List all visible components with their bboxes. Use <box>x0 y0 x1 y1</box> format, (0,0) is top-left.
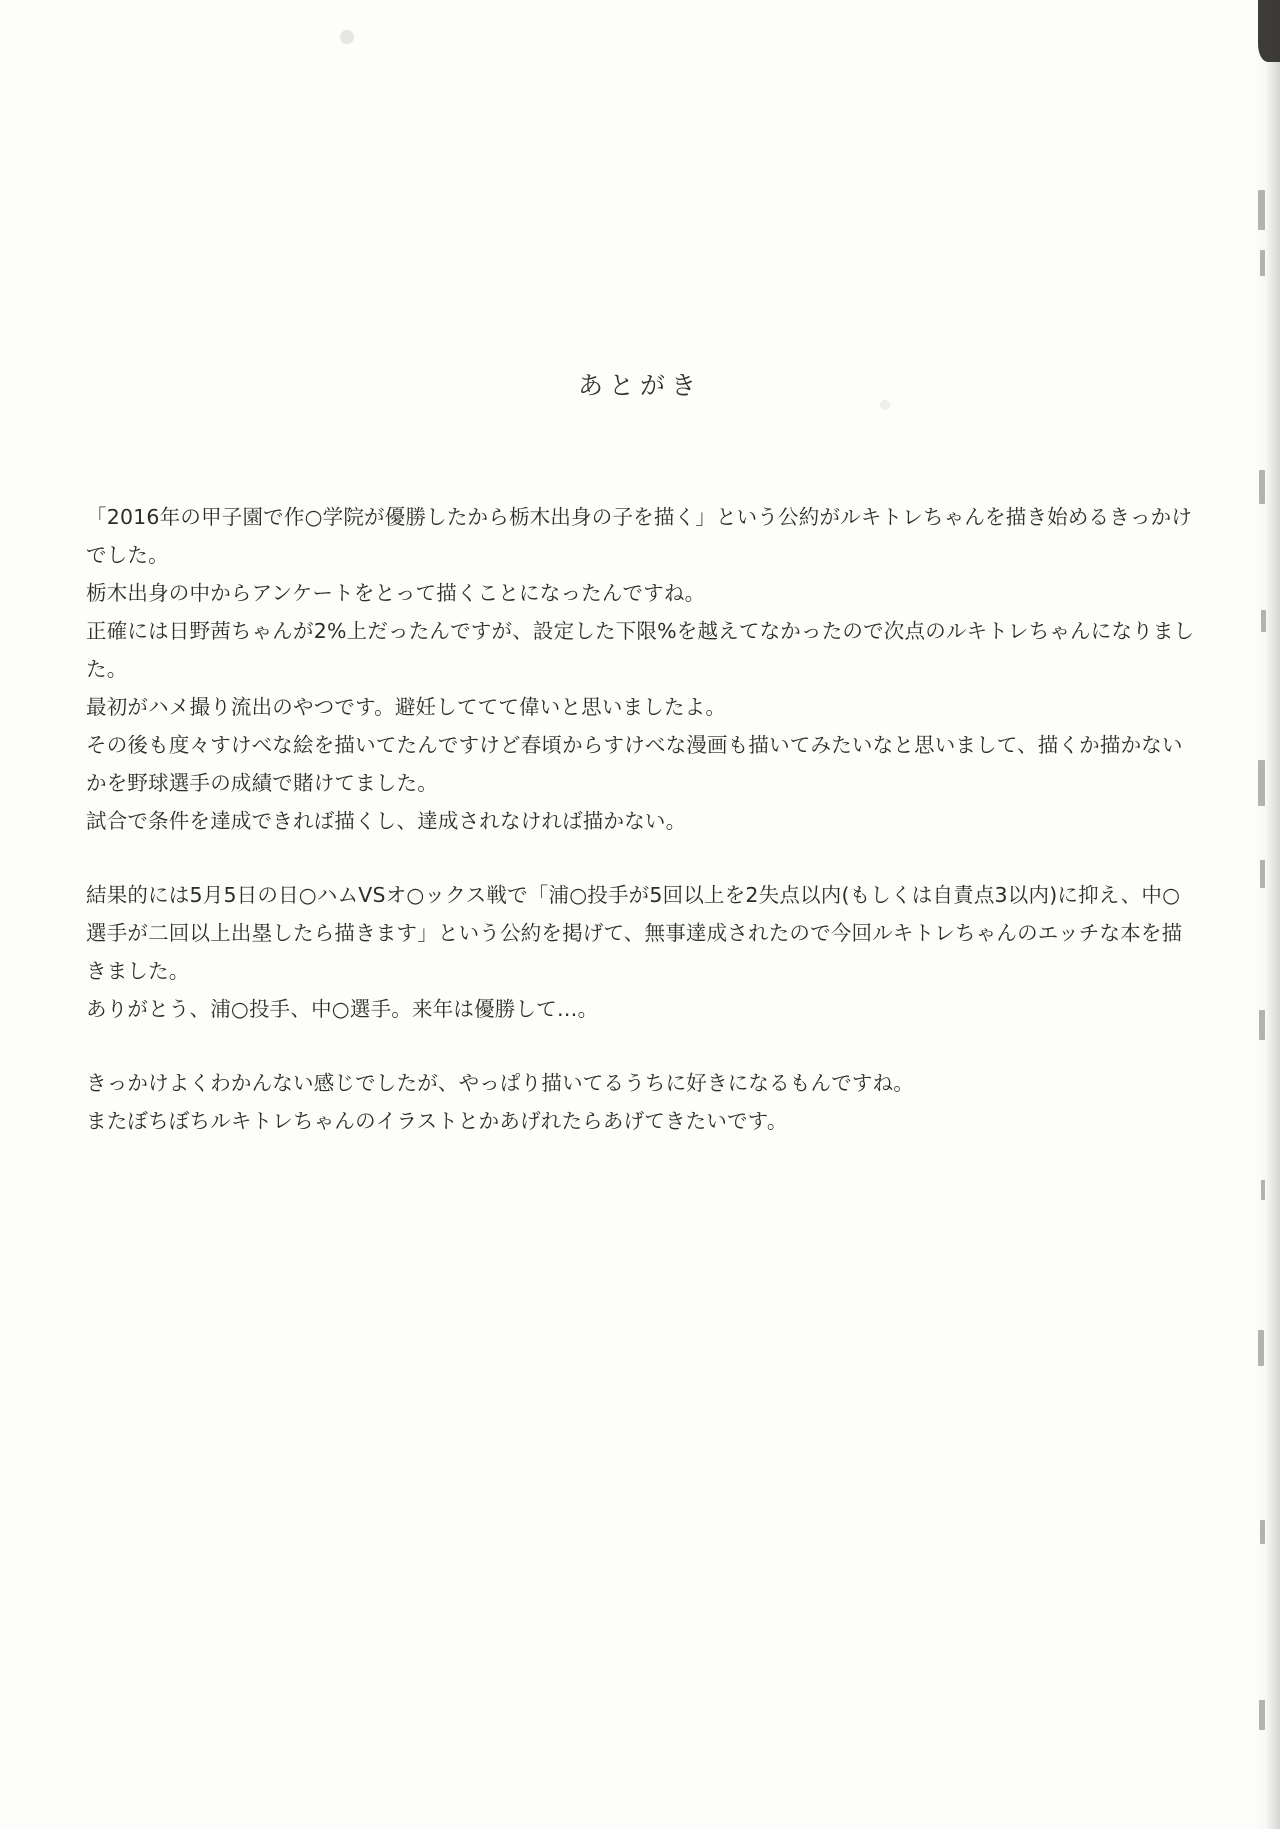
scan-speck <box>1259 470 1265 504</box>
scan-blot <box>1258 0 1280 62</box>
scan-speck <box>1259 1010 1265 1040</box>
scan-speck <box>1261 1180 1265 1200</box>
scan-speck <box>1261 610 1266 632</box>
paper-tone <box>340 30 354 44</box>
paragraph: 結果的には5月5日の日○ハムVSオ○ックス戦で「浦○投手が5回以上を2失点以内(もしくは自責点3以内)に抑え、中○選手が二回以上出塁したら描きます」という公約を掲げて、無事達成されたので今回ルキトレちゃんのエッチな本を描きました。 <box>86 883 1183 983</box>
scan-speck <box>1260 860 1265 888</box>
scan-speck <box>1260 1520 1265 1544</box>
scan-speck <box>1259 1700 1265 1730</box>
paragraph: 試合で条件を達成できれば描くし、達成されなければ描かない。 <box>86 809 687 833</box>
paragraph: その後も度々すけべな絵を描いてたんですけど春頃からすけべな漫画も描いてみたいなと思いまして、描くか描かないかを野球選手の成績で賭けてました。 <box>86 733 1183 795</box>
paragraph: ありがとう、浦○投手、中○選手。来年は優勝して…。 <box>86 997 599 1021</box>
paragraph: 「2016年の甲子園で作○学院が優勝したから栃木出身の子を描く」という公約がルキトレちゃんを描き始めるきっかけでした。 <box>86 505 1193 567</box>
scan-speck <box>1260 250 1265 276</box>
page-title: あとがき <box>577 371 702 400</box>
scan-edge-shadow <box>1254 0 1280 1829</box>
paragraph: 栃木出身の中からアンケートをとって描くことになったんですね。 <box>86 581 706 605</box>
scan-speck <box>1258 1330 1264 1366</box>
paragraph: 最初がハメ撮り流出のやつです。避妊しててて偉いと思いましたよ。 <box>86 695 727 719</box>
scan-speck <box>1258 760 1265 806</box>
afterword-body <box>86 498 1196 1140</box>
scan-speck <box>1258 190 1265 230</box>
paragraph: きっかけよくわかんない感じでしたが、やっぱり描いてるうちに好きになるもんですね。 <box>86 1071 914 1095</box>
paragraph: またぼちぼちルキトレちゃんのイラストとかあげれたらあげてきたいです。 <box>86 1109 788 1133</box>
paragraph: 正確には日野茜ちゃんが2%上だったんですが、設定した下限%を越えてなかったので次点のルキトレちゃんになりました。 <box>86 619 1195 681</box>
